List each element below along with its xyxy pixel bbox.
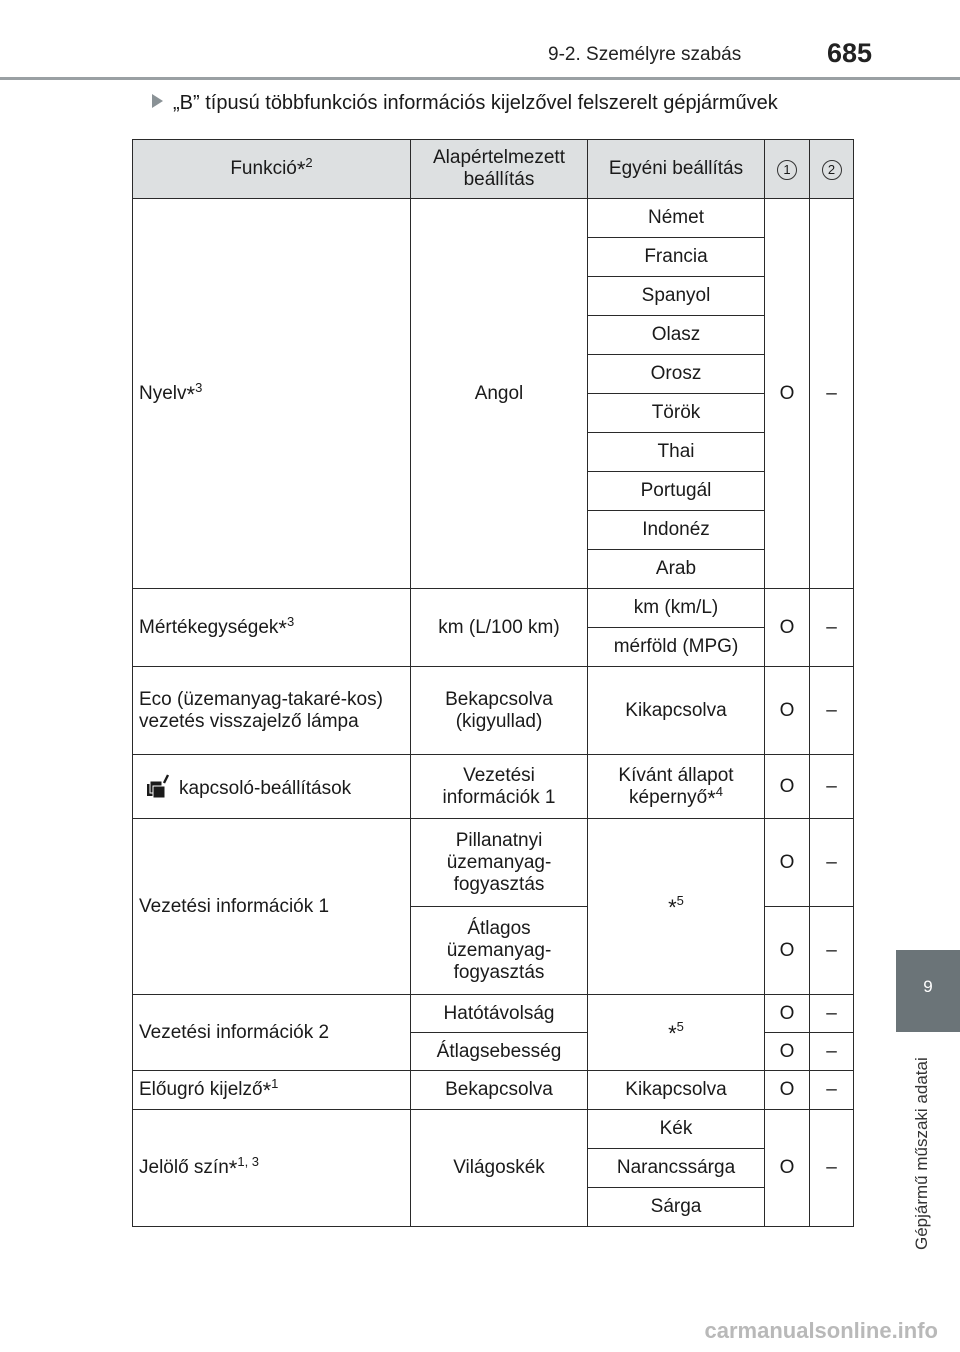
table-row: [133, 1110, 854, 1149]
switch-col2: –: [810, 755, 854, 819]
switch-col1: O: [765, 755, 810, 819]
switch-default: Vezetési információk 1: [411, 755, 588, 819]
drive-info-2-custom: *$^5$: [588, 995, 765, 1071]
drive-info-2-option: Hatótávolság: [411, 995, 588, 1033]
page-number: 685: [827, 38, 873, 68]
settings-table: [132, 139, 854, 1227]
marker-default: Világoskék: [411, 1110, 588, 1227]
drive-info-1-custom: *$^5$: [588, 819, 765, 995]
subtitle-text: „B” típusú többfunkciós információs kijelzővel felszerelt gépjárművek: [173, 92, 778, 114]
language-option: Orosz: [588, 355, 765, 394]
circled-1-icon: 1: [777, 160, 797, 180]
marker-option: Narancssárga: [588, 1149, 765, 1188]
units-col2: –: [810, 589, 854, 667]
language-option: Török: [588, 394, 765, 433]
eco-custom: Kikapcsolva: [588, 667, 765, 755]
table-row: [133, 199, 854, 238]
language-option: Indonéz: [588, 511, 765, 550]
row-label-drive-info-2: Vezetési információk 2: [133, 995, 411, 1071]
display-switch-icon: [145, 774, 171, 800]
marker-option: Kék: [588, 1110, 765, 1149]
triangle-bullet-icon: [152, 94, 163, 108]
drive-info-2-option: Átlagsebesség: [411, 1033, 588, 1071]
header-custom: Egyéni beállítás: [588, 140, 765, 199]
header-col1: [765, 140, 810, 199]
language-option: Arab: [588, 550, 765, 589]
watermark: carmanualsonline.info: [704, 1318, 938, 1343]
drive-info-1-option: Átlagos üzemanyag-fogyasztás: [411, 907, 588, 995]
row-label-switch: kapcsoló-beállítások: [133, 755, 411, 819]
drive-info-1-col1: O: [765, 819, 810, 907]
units-col1: O: [765, 589, 810, 667]
chapter-number: 9: [923, 977, 933, 996]
drive-info-1-col1: O: [765, 907, 810, 995]
header-rule: [0, 77, 960, 80]
language-option: Thai: [588, 433, 765, 472]
drive-info-2-col1: O: [765, 1033, 810, 1071]
drive-info-1-col2: –: [810, 819, 854, 907]
eco-default: Bekapcsolva (kigyullad): [411, 667, 588, 755]
drive-info-1-col2: –: [810, 907, 854, 995]
row-label-eco: Eco (üzemanyag-takaré-kos) vezetés visszajelző lámpa: [133, 667, 411, 755]
table-header-row: [133, 140, 854, 199]
eco-col1: O: [765, 667, 810, 755]
marker-option: Sárga: [588, 1188, 765, 1227]
header-default: Alapértelmezett beállítás: [411, 140, 588, 199]
language-option: Portugál: [588, 472, 765, 511]
row-label-drive-info-1: Vezetési információk 1: [133, 819, 411, 995]
units-default: km (L/100 km): [411, 589, 588, 667]
table-subtitle: [152, 92, 778, 115]
row-label-language: Nyelv*$^3$: [133, 199, 411, 589]
units-option: km (km/L): [588, 589, 765, 628]
table-row: [133, 589, 854, 628]
units-option: mérföld (MPG): [588, 628, 765, 667]
row-label-units: Mértékegységek*$^3$: [133, 589, 411, 667]
circled-2-icon: 2: [822, 160, 842, 180]
header-function: Funkció*$^2$: [133, 140, 411, 199]
drive-info-2-col2: –: [810, 995, 854, 1033]
section-title: 9-2. Személyre szabás: [548, 44, 742, 65]
table-row: [133, 1071, 854, 1110]
language-option: Német: [588, 199, 765, 238]
language-col2: –: [810, 199, 854, 589]
table-row: [133, 667, 854, 755]
hud-col2: –: [810, 1071, 854, 1110]
marker-col1: O: [765, 1110, 810, 1227]
language-option: Francia: [588, 238, 765, 277]
hud-custom: Kikapcsolva: [588, 1071, 765, 1110]
hud-col1: O: [765, 1071, 810, 1110]
drive-info-2-col2: –: [810, 1033, 854, 1071]
chapter-title: Gépjármű műszaki adatai: [912, 1057, 931, 1250]
language-option: Olasz: [588, 316, 765, 355]
chapter-tab: [896, 950, 960, 1032]
marker-col2: –: [810, 1110, 854, 1227]
drive-info-2-col1: O: [765, 995, 810, 1033]
language-col1: O: [765, 199, 810, 589]
language-default: Angol: [411, 199, 588, 589]
drive-info-1-option: Pillanatnyi üzemanyag-fogyasztás: [411, 819, 588, 907]
table-row: [133, 995, 854, 1033]
row-label-marker-color: Jelölő szín*$^{1, 3}$: [133, 1110, 411, 1227]
hud-default: Bekapcsolva: [411, 1071, 588, 1110]
header-col2: [810, 140, 854, 199]
table-row: [133, 755, 854, 819]
language-option: Spanyol: [588, 277, 765, 316]
row-label-hud: Előugró kijelző*$^1$: [133, 1071, 411, 1110]
table-row: [133, 819, 854, 907]
eco-col2: –: [810, 667, 854, 755]
switch-custom: Kívánt állapot képernyő*$^4$: [588, 755, 765, 819]
